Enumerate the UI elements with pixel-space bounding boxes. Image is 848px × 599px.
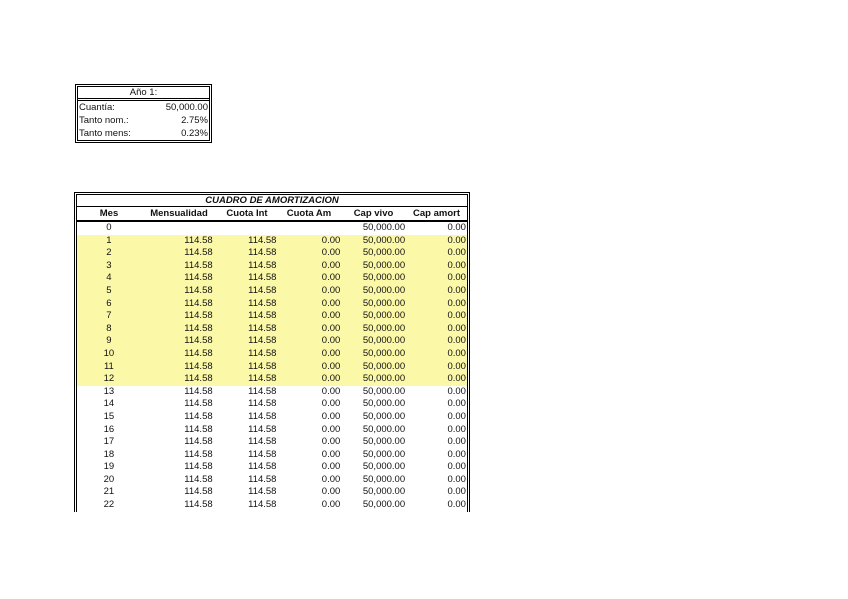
table-cell-mes[interactable]: 1 xyxy=(106,234,112,246)
table-cell-amort[interactable]: 0.00 xyxy=(447,385,466,397)
param-label: Tanto nom.: xyxy=(79,115,129,126)
table-cell-amort[interactable]: 0.00 xyxy=(447,259,466,271)
table-cell-vivo[interactable]: 50,000.00 xyxy=(362,461,406,473)
table-cell-mes[interactable]: 18 xyxy=(103,448,115,460)
table-cell-vivo[interactable]: 50,000.00 xyxy=(362,272,406,284)
table-cell-mes[interactable]: 3 xyxy=(106,259,112,271)
table-row xyxy=(77,260,467,273)
table-title: CUADRO DE AMORTIZACION xyxy=(77,195,467,207)
param-label: Tanto mens: xyxy=(79,128,131,139)
table-cell-mens[interactable]: 114.58 xyxy=(184,461,213,473)
table-cell-mens[interactable]: 114.58 xyxy=(184,247,213,259)
table-row xyxy=(77,272,467,285)
amortization-table xyxy=(74,192,470,512)
table-cell-int[interactable]: 114.58 xyxy=(248,398,277,410)
table-cell-vivo[interactable]: 50,000.00 xyxy=(362,385,406,397)
table-cell-am[interactable]: 0.00 xyxy=(321,373,341,385)
param-label: Cuantía: xyxy=(79,102,115,113)
table-cell-amort[interactable]: 0.00 xyxy=(447,297,466,309)
table-cell-mes[interactable]: 21 xyxy=(103,486,115,498)
table-cell-mes[interactable]: 6 xyxy=(106,297,112,309)
table-cell-am[interactable]: 0.00 xyxy=(321,297,341,309)
table-cell-int[interactable]: 114.58 xyxy=(248,322,277,334)
column-header-cap-vivo: Cap vivo xyxy=(353,208,394,219)
table-cell-vivo[interactable]: 50,000.00 xyxy=(362,222,406,233)
table-cell-vivo[interactable]: 50,000.00 xyxy=(362,259,406,271)
table-cell-mes[interactable]: 11 xyxy=(103,360,114,372)
table-cell-vivo[interactable]: 50,000.00 xyxy=(362,423,406,435)
table-cell-int[interactable]: 114.58 xyxy=(248,310,277,322)
column-header-cuota-int: Cuota Int xyxy=(226,208,268,219)
table-cell-vivo[interactable]: 50,000.00 xyxy=(362,486,406,498)
table-cell-mens[interactable]: 114.58 xyxy=(184,272,213,284)
table-cell-amort[interactable]: 0.00 xyxy=(447,272,466,284)
table-row xyxy=(77,373,467,386)
table-cell-vivo[interactable]: 50,000.00 xyxy=(362,373,406,385)
loan-parameters-box xyxy=(75,84,212,143)
table-cell-vivo[interactable]: 50,000.00 xyxy=(362,448,406,460)
table-row xyxy=(77,474,467,487)
table-row xyxy=(77,335,467,348)
table-cell-am[interactable]: 0.00 xyxy=(321,347,341,359)
table-cell-mes[interactable]: 20 xyxy=(103,473,115,485)
table-cell-am[interactable]: 0.00 xyxy=(321,486,341,498)
table-cell-int[interactable]: 114.58 xyxy=(248,259,277,271)
table-cell-amort[interactable]: 0.00 xyxy=(447,473,466,485)
table-cell-mens[interactable]: 114.58 xyxy=(184,297,213,309)
table-cell-amort[interactable]: 0.00 xyxy=(447,347,466,359)
param-value[interactable]: 50,000.00 xyxy=(165,102,208,113)
table-cell-am[interactable]: 0.00 xyxy=(321,272,341,284)
table-cell-vivo[interactable]: 50,000.00 xyxy=(362,335,406,347)
table-cell-mens[interactable]: 114.58 xyxy=(184,322,213,334)
table-cell-mens[interactable]: 114.58 xyxy=(184,499,213,511)
table-row xyxy=(77,424,467,437)
table-cell-mens[interactable]: 114.58 xyxy=(184,410,213,422)
table-cell-amort[interactable]: 0.00 xyxy=(447,360,466,372)
table-cell-am[interactable]: 0.00 xyxy=(321,360,341,372)
table-cell-mes[interactable]: 14 xyxy=(103,398,115,410)
table-cell-vivo[interactable]: 50,000.00 xyxy=(362,410,406,422)
table-header-row xyxy=(77,207,467,222)
table-cell-amort[interactable]: 0.00 xyxy=(447,234,466,246)
table-cell-amort[interactable]: 0.00 xyxy=(447,284,466,296)
table-cell-mes[interactable]: 15 xyxy=(103,410,115,422)
table-cell-int[interactable]: 114.58 xyxy=(248,247,277,259)
table-row xyxy=(77,235,467,248)
param-value[interactable]: 2.75% xyxy=(181,115,208,126)
table-cell-mes[interactable]: 22 xyxy=(103,499,115,511)
table-cell-int[interactable]: 114.58 xyxy=(248,436,277,448)
table-cell-mens[interactable]: 114.58 xyxy=(184,310,213,322)
table-cell-am[interactable]: 0.00 xyxy=(321,423,341,435)
column-header-cap-amort: Cap amort xyxy=(413,208,460,219)
table-cell-vivo[interactable]: 50,000.00 xyxy=(362,347,406,359)
param-row-nominal-rate xyxy=(78,114,209,127)
table-cell-am[interactable]: 0.00 xyxy=(321,473,341,485)
table-cell-vivo[interactable]: 50,000.00 xyxy=(362,284,406,296)
table-row xyxy=(77,222,467,235)
table-cell-int[interactable]: 114.58 xyxy=(248,272,277,284)
table-cell-mens[interactable]: 114.58 xyxy=(184,335,213,347)
table-cell-int[interactable]: 114.58 xyxy=(248,360,277,372)
table-row xyxy=(77,449,467,462)
table-cell-amort[interactable]: 0.00 xyxy=(447,373,466,385)
param-value[interactable]: 0.23% xyxy=(181,128,208,139)
table-cell-mes[interactable]: 0 xyxy=(106,222,112,233)
table-cell-mes[interactable]: 12 xyxy=(103,373,115,385)
table-cell-am[interactable]: 0.00 xyxy=(321,448,341,460)
table-cell-mes[interactable]: 7 xyxy=(106,310,112,322)
param-row-amount xyxy=(78,101,209,114)
table-cell-vivo[interactable]: 50,000.00 xyxy=(362,436,406,448)
table-row xyxy=(77,298,467,311)
table-cell-vivo[interactable]: 50,000.00 xyxy=(362,499,406,511)
table-cell-vivo[interactable]: 50,000.00 xyxy=(362,322,406,334)
table-row xyxy=(77,348,467,361)
table-cell-int[interactable]: 114.58 xyxy=(248,499,277,511)
table-cell-int[interactable]: 114.58 xyxy=(248,347,277,359)
table-cell-am[interactable]: 0.00 xyxy=(321,284,341,296)
table-cell-vivo[interactable]: 50,000.00 xyxy=(362,398,406,410)
table-cell-int[interactable]: 114.58 xyxy=(248,473,277,485)
table-row xyxy=(77,323,467,336)
table-cell-amort[interactable]: 0.00 xyxy=(447,499,466,511)
table-cell-mes[interactable]: 10 xyxy=(103,347,115,359)
table-cell-mens[interactable]: 114.58 xyxy=(184,284,213,296)
table-cell-vivo[interactable]: 50,000.00 xyxy=(362,360,406,372)
table-cell-mes[interactable]: 19 xyxy=(103,461,115,473)
table-cell-amort[interactable]: 0.00 xyxy=(447,322,466,334)
table-cell-mes[interactable]: 9 xyxy=(106,335,112,347)
table-cell-int[interactable]: 114.58 xyxy=(248,448,277,460)
table-cell-amort[interactable]: 0.00 xyxy=(447,335,466,347)
table-cell-am[interactable]: 0.00 xyxy=(321,310,341,322)
table-row xyxy=(77,436,467,449)
table-cell-mens[interactable]: 114.58 xyxy=(184,259,213,271)
table-cell-am[interactable]: 0.00 xyxy=(321,461,341,473)
table-cell-mens[interactable] xyxy=(141,222,213,235)
column-header-mensualidad: Mensualidad xyxy=(150,208,208,219)
table-cell-am[interactable]: 0.00 xyxy=(321,247,341,259)
table-cell-mens[interactable]: 114.58 xyxy=(184,385,213,397)
table-cell-int[interactable]: 114.58 xyxy=(248,284,277,296)
table-cell-am[interactable]: 0.00 xyxy=(321,385,341,397)
table-cell-mens[interactable]: 114.58 xyxy=(184,234,213,246)
table-row xyxy=(77,499,467,512)
table-cell-vivo[interactable]: 50,000.00 xyxy=(362,247,406,259)
table-row xyxy=(77,461,467,474)
table-cell-mes[interactable]: 2 xyxy=(106,247,112,259)
table-cell-am[interactable]: 0.00 xyxy=(321,499,341,511)
table-cell-mes[interactable]: 8 xyxy=(106,322,112,334)
table-cell-int[interactable]: 114.58 xyxy=(248,423,277,435)
table-cell-int[interactable]: 114.58 xyxy=(248,461,277,473)
column-header-cuota-am: Cuota Am xyxy=(286,208,332,219)
table-cell-amort[interactable]: 0.00 xyxy=(447,423,466,435)
table-cell-mes[interactable]: 13 xyxy=(103,385,115,397)
table-cell-vivo[interactable]: 50,000.00 xyxy=(362,310,406,322)
table-cell-vivo[interactable]: 50,000.00 xyxy=(362,473,406,485)
table-cell-vivo[interactable]: 50,000.00 xyxy=(362,234,406,246)
table-cell-int[interactable]: 114.58 xyxy=(248,410,277,422)
table-cell-mens[interactable]: 114.58 xyxy=(184,360,213,372)
table-cell-amort[interactable]: 0.00 xyxy=(447,461,466,473)
year-header: Año 1: xyxy=(78,87,209,101)
table-cell-mens[interactable]: 114.58 xyxy=(184,373,213,385)
table-cell-mens[interactable]: 114.58 xyxy=(184,473,213,485)
table-body xyxy=(77,222,467,512)
table-cell-mens[interactable]: 114.58 xyxy=(184,436,213,448)
table-cell-am[interactable] xyxy=(276,222,340,235)
table-cell-int[interactable] xyxy=(213,222,277,235)
table-cell-amort[interactable]: 0.00 xyxy=(447,222,466,233)
table-cell-mes[interactable]: 16 xyxy=(103,423,115,435)
table-cell-mes[interactable]: 4 xyxy=(106,272,112,284)
table-cell-int[interactable]: 114.58 xyxy=(248,385,277,397)
table-cell-mens[interactable]: 114.58 xyxy=(184,347,213,359)
table-cell-am[interactable]: 0.00 xyxy=(321,234,341,246)
table-cell-amort[interactable]: 0.00 xyxy=(447,410,466,422)
table-cell-am[interactable]: 0.00 xyxy=(321,436,341,448)
table-row xyxy=(77,386,467,399)
table-row xyxy=(77,486,467,499)
table-cell-mes[interactable]: 17 xyxy=(103,436,115,448)
table-cell-amort[interactable]: 0.00 xyxy=(447,448,466,460)
table-cell-vivo[interactable]: 50,000.00 xyxy=(362,297,406,309)
table-cell-int[interactable]: 114.58 xyxy=(248,373,277,385)
table-cell-am[interactable]: 0.00 xyxy=(321,398,341,410)
table-cell-am[interactable]: 0.00 xyxy=(321,322,341,334)
table-row xyxy=(77,285,467,298)
table-cell-mens[interactable]: 114.58 xyxy=(184,423,213,435)
table-cell-am[interactable]: 0.00 xyxy=(321,410,341,422)
table-cell-int[interactable]: 114.58 xyxy=(248,234,277,246)
table-row xyxy=(77,361,467,374)
param-row-monthly-rate xyxy=(78,127,209,140)
table-cell-amort[interactable]: 0.00 xyxy=(447,247,466,259)
table-row xyxy=(77,247,467,260)
table-row xyxy=(77,411,467,424)
table-cell-int[interactable]: 114.58 xyxy=(248,486,277,498)
table-cell-mens[interactable]: 114.58 xyxy=(184,398,213,410)
table-cell-int[interactable]: 114.58 xyxy=(248,297,277,309)
table-row xyxy=(77,310,467,323)
table-cell-amort[interactable]: 0.00 xyxy=(447,436,466,448)
table-row xyxy=(77,398,467,411)
table-cell-amort[interactable]: 0.00 xyxy=(447,486,466,498)
table-cell-int[interactable]: 114.58 xyxy=(248,335,277,347)
table-cell-mens[interactable]: 114.58 xyxy=(184,448,213,460)
table-cell-am[interactable]: 0.00 xyxy=(321,259,341,271)
table-cell-mes[interactable]: 5 xyxy=(106,284,112,296)
table-cell-amort[interactable]: 0.00 xyxy=(447,310,466,322)
table-cell-mens[interactable]: 114.58 xyxy=(184,486,213,498)
column-header-mes: Mes xyxy=(99,208,119,219)
table-cell-am[interactable]: 0.00 xyxy=(321,335,341,347)
table-cell-amort[interactable]: 0.00 xyxy=(447,398,466,410)
